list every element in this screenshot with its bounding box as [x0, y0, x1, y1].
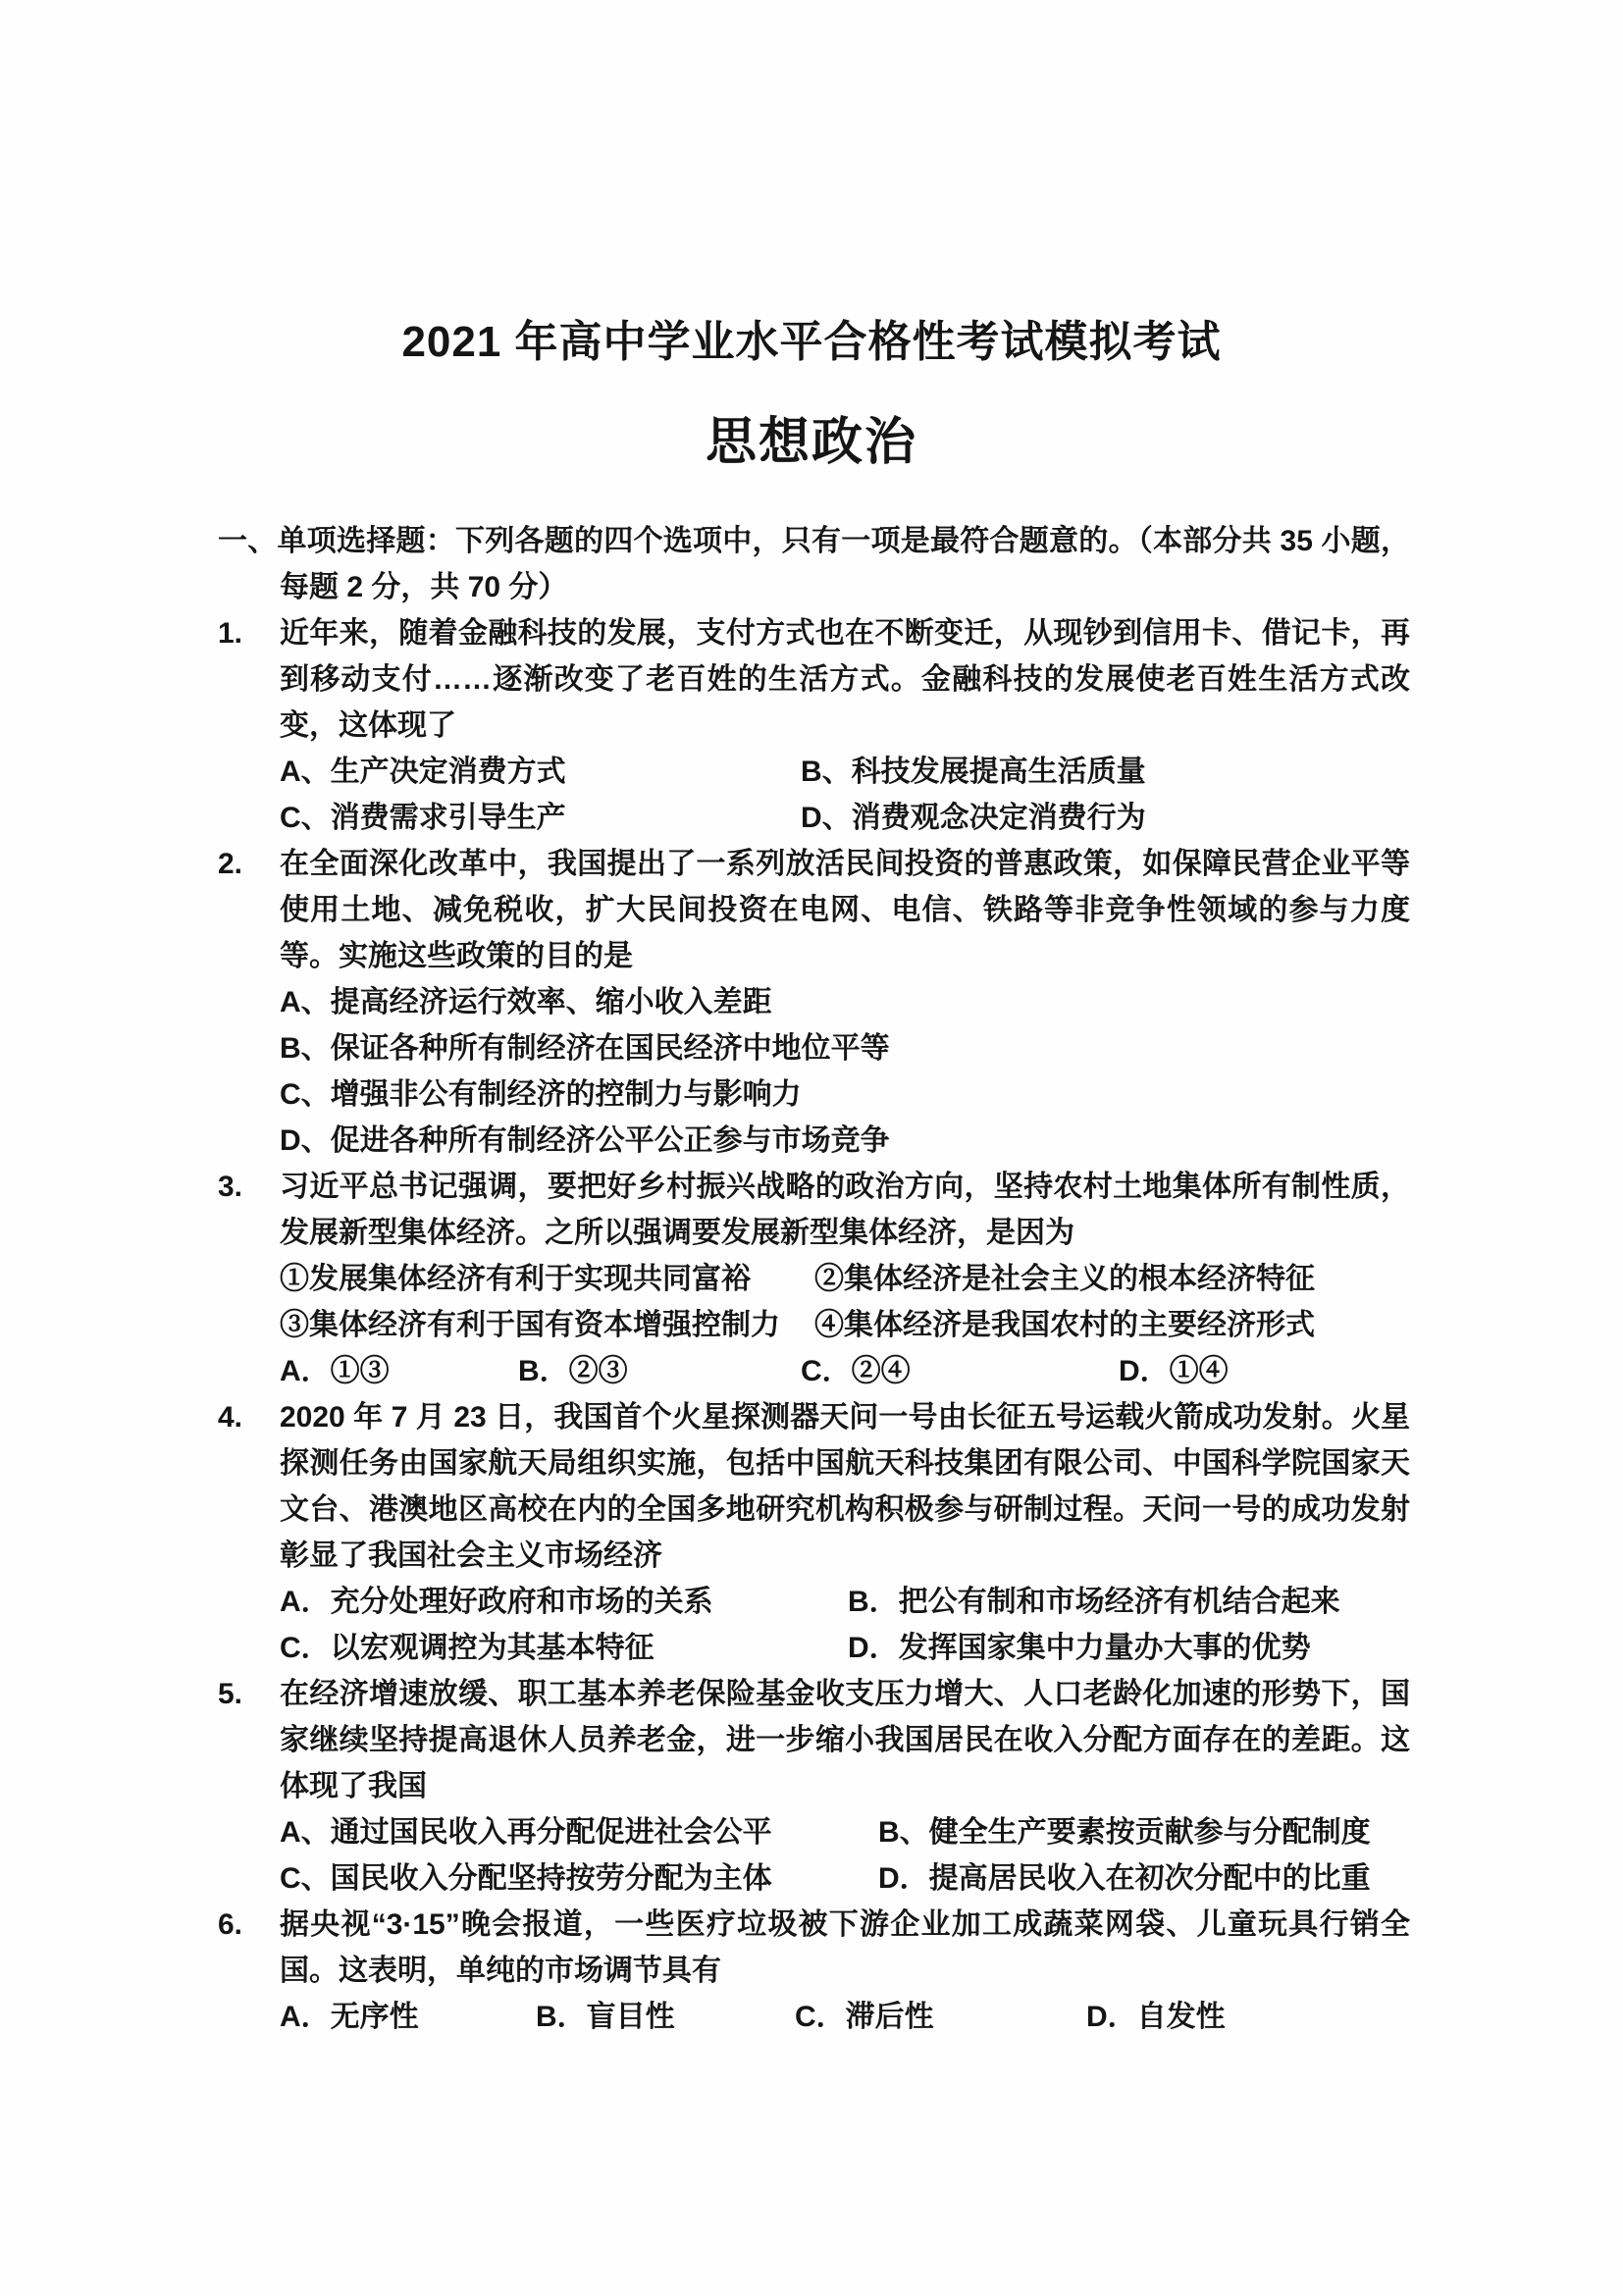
option: D．自发性 [1086, 2001, 1226, 2033]
option: C、国民收入分配坚持按劳分配为主体 [280, 1862, 772, 1895]
option: B、健全生产要素按贡献参与分配制度 [878, 1816, 1371, 1849]
question-number: 3. [218, 1171, 243, 1203]
question-2 [218, 841, 1410, 1164]
option: A、生产决定消费方式 [280, 756, 566, 788]
option: C．滞后性 [795, 2001, 934, 2033]
option-row [280, 1625, 1410, 1671]
question-stem: 据央视“3·15”晚会报道，一些医疗垃圾被下游企业加工成蔬菜网袋、儿童玩具行销全国。这表明，单纯的市场调节具有 [280, 1908, 1410, 1987]
option: B．盲目性 [536, 2001, 675, 2033]
option: A、提高经济运行效率、缩小收入差距 [280, 986, 772, 1018]
question-stem: 习近平总书记强调，要把好乡村振兴战略的政治方向，坚持农村土地集体所有制性质，发展新型集体经济。之所以强调要发展新型集体经济，是因为 [280, 1171, 1410, 1249]
option: C．②④ [801, 1355, 911, 1387]
statement: ③集体经济有利于国有资本增强控制力 [280, 1309, 780, 1341]
option-row [280, 795, 1410, 841]
section-instruction: 一、单项选择题：下列各题的四个选项中，只有一项是最符合题意的。（本部分共 35 小题，每题 2 分，共 70 分） [218, 525, 1410, 603]
statement-row [280, 1256, 1410, 1302]
option: A．①③ [280, 1355, 390, 1387]
statement: ②集体经济是社会主义的根本经济特征 [814, 1263, 1315, 1295]
exam-body [218, 518, 1410, 2040]
question-stem: 在全面深化改革中，我国提出了一系列放活民间投资的普惠政策，如保障民营企业平等使用土地、减免税收，扩大民间投资在电网、电信、铁路等非竞争性领域的参与力度等。实施这些政策的目的是 [280, 848, 1410, 972]
option: D．发挥国家集中力量办大事的优势 [848, 1632, 1311, 1664]
option: A．无序性 [280, 2001, 419, 2033]
option: B、科技发展提高生活质量 [801, 756, 1146, 788]
question-stem: 在经济增速放缓、职工基本养老保险基金收支压力增大、人口老龄化加速的形势下，国家继续坚持提高退休人员养老金，进一步缩小我国居民在收入分配方面存在的差距。这体现了我国 [280, 1678, 1410, 1802]
option: C、消费需求引导生产 [280, 802, 566, 834]
exam-title: 2021 年高中学业水平合格性考试模拟考试 [401, 318, 1222, 366]
option: B．把公有制和市场经济有机结合起来 [848, 1586, 1340, 1618]
statement: ①发展集体经济有利于实现共同富裕 [280, 1263, 751, 1295]
question-number: 5. [218, 1678, 243, 1710]
option: B、保证各种所有制经济在国民经济中地位平等 [280, 1032, 890, 1065]
option: A．充分处理好政府和市场的关系 [280, 1586, 713, 1618]
option: C、增强非公有制经济的控制力与影响力 [280, 1078, 802, 1111]
option: D．①④ [1119, 1355, 1229, 1387]
question-number: 1. [218, 617, 243, 650]
question-number: 2. [218, 848, 243, 880]
option: B．②③ [518, 1355, 628, 1387]
option-row [280, 749, 1410, 795]
option: D．提高居民收入在初次分配中的比重 [878, 1862, 1371, 1895]
option: D、消费观念决定消费行为 [801, 802, 1146, 834]
question-1 [218, 610, 1410, 841]
statement: ④集体经济是我国农村的主要经济形式 [814, 1309, 1315, 1341]
statement-row [280, 1302, 1410, 1348]
option: A、通过国民收入再分配促进社会公平 [280, 1816, 772, 1849]
question-5 [218, 1671, 1410, 1902]
option: C．以宏观调控为其基本特征 [280, 1632, 654, 1664]
question-4 [218, 1394, 1410, 1671]
option-row [280, 1579, 1410, 1625]
option: D、促进各种所有制经济公平公正参与市场竞争 [280, 1124, 890, 1157]
option-row [280, 1994, 1410, 2040]
question-3 [218, 1164, 1410, 1394]
option-row [280, 1348, 1410, 1394]
question-6 [218, 1902, 1410, 2040]
exam-subject: 思想政治 [705, 414, 917, 471]
option-row [280, 1809, 1410, 1855]
question-number: 6. [218, 1908, 243, 1941]
option-list [280, 979, 1410, 1164]
option-row [280, 1855, 1410, 1902]
question-stem: 近年来，随着金融科技的发展，支付方式也在不断变迁，从现钞到信用卡、借记卡，再到移动支付……逐渐改变了老百姓的生活方式。金融科技的发展使老百姓生活方式改变，这体现了 [280, 617, 1410, 742]
question-stem: 2020 年 7 月 23 日，我国首个火星探测器天问一号由长征五号运载火箭成功发射。火星探测任务由国家航天局组织实施，包括中国航天科技集团有限公司、中国科学院国家天文台、港澳地区高校在内的全国多地研究机构积极参与研制过程。天问一号的成功发射彰显了我国社会主义市场经济 [280, 1401, 1410, 1572]
question-number: 4. [218, 1401, 243, 1434]
